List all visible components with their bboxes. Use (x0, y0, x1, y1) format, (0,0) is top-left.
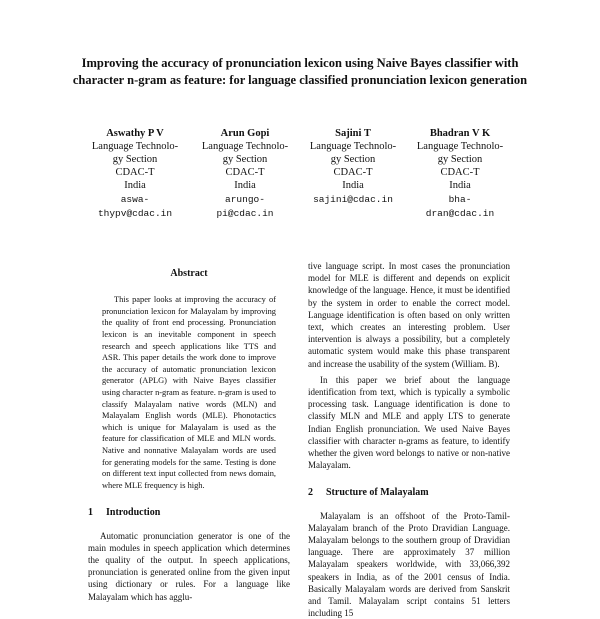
author-email: aswa- (120, 194, 150, 205)
author-email: pi@cdac.in (216, 208, 274, 219)
author-name: Sajini T (335, 128, 371, 139)
author-email: bha- (448, 194, 472, 205)
author-country: India (342, 180, 364, 191)
author-affiliation: gy Section (112, 154, 158, 165)
author-org: CDAC-T (225, 167, 265, 178)
abstract-heading: Abstract (170, 268, 208, 279)
section-heading (308, 487, 510, 499)
author-affiliation: gy Section (330, 154, 376, 165)
body-paragraph: tive language script. In most cases the pronunciation model for MLE is different and depends on explicit knowledge of the language. Hence, it must be identified by the system in order to enable the correct model. Language identification is often based on only written text, which creates an interesting problem. User intervention is always a possibility, but a completely automatic system would make this phase transparent and increase the usability of the system (William. B). (308, 261, 510, 369)
author-country: India (124, 180, 146, 191)
author-affiliation: Language Technolo- (416, 141, 504, 152)
body-paragraph: In this paper we brief about the language identification from text, which is typically a symbolic processing task. Language identification is done to classify MLN and MLE and apply LTS to generate Indian English pronunciation. We used Naive Bayes classifier with character n-grams as feature, to identify whether the given word belongs to native or non-native Malayalam. (308, 374, 510, 471)
author-country: India (234, 180, 256, 191)
body-paragraph: Malayalam is an offshoot of the Proto-Tamil-Malayalam branch of the Proto Dravidian Language. Malayalam belongs to the southern group of Dravidian language. There are approximately 37 million Malayalam speakers worldwide, with 33,066,392 speakers in India, as of the 2001 census of India. Basically Malayalam words are derived from Sanskrit and Tamil. Malayalam script contains 51 letters including 15 (308, 510, 510, 619)
author-org: CDAC-T (440, 167, 480, 178)
section-title: Structure of Malayalam (326, 487, 429, 499)
author-org: CDAC-T (333, 167, 373, 178)
author-org: CDAC-T (115, 167, 155, 178)
author-block (190, 127, 300, 220)
author-country: India (449, 180, 471, 191)
author-email: dran@cdac.in (425, 208, 495, 219)
section-title: Introduction (106, 507, 161, 519)
paper-title: Improving the accuracy of pronunciation lexicon using Naive Bayes classifier with character n-gram as feature: for language classified pronunciation lexicon generation (72, 56, 528, 87)
left-column (88, 268, 290, 603)
author-block (405, 127, 515, 220)
author-name: Bhadran V K (429, 128, 491, 139)
section-number: 2 (308, 487, 313, 499)
author-affiliation: Language Technolo- (91, 141, 179, 152)
section-number: 1 (88, 507, 93, 519)
author-name: Arun Gopi (220, 128, 270, 139)
author-name: Aswathy P V (106, 128, 164, 139)
author-email: thypv@cdac.in (97, 208, 173, 219)
right-column (308, 260, 510, 619)
body-paragraph: Automatic pronunciation generator is one of the main modules in speech application which determines the quality of the output. In speech applications, pronunciation is generated online from the given input using dictionary or rules. For a language like Malayalam which has agglu- (88, 530, 290, 602)
author-affiliation: Language Technolo- (309, 141, 397, 152)
author-affiliation: gy Section (222, 154, 268, 165)
author-email: arungo- (225, 194, 265, 205)
author-block (80, 127, 190, 220)
author-block (298, 127, 408, 207)
author-email: sajini@cdac.in (313, 194, 393, 205)
section-heading (88, 507, 290, 519)
abstract-text: This paper looks at improving the accuracy of pronunciation lexicon for Malayalam by improving the quality of front end processing. Pronunciation lexicon is an inevitable component in speech research and speech applications like TTS and ASR. This paper details the work done to improve the accuracy of automatic pronunciation lexicon generator (APLG) with Naive Bayes classifier using character n-gram as feature. n-gram is used to classify Malayalam native words (MLN) and Malayalam English words (MLE). Phonotactics which is unique for Malayalam is used as the feature for classification of MLE and MLN words. Native and nonnative Malayalam words are used for generating models for the same. Testing is done on different text input collected from news domain, where MLE frequency is high. (102, 295, 276, 490)
author-affiliation: gy Section (437, 154, 483, 165)
author-affiliation: Language Technolo- (201, 141, 289, 152)
